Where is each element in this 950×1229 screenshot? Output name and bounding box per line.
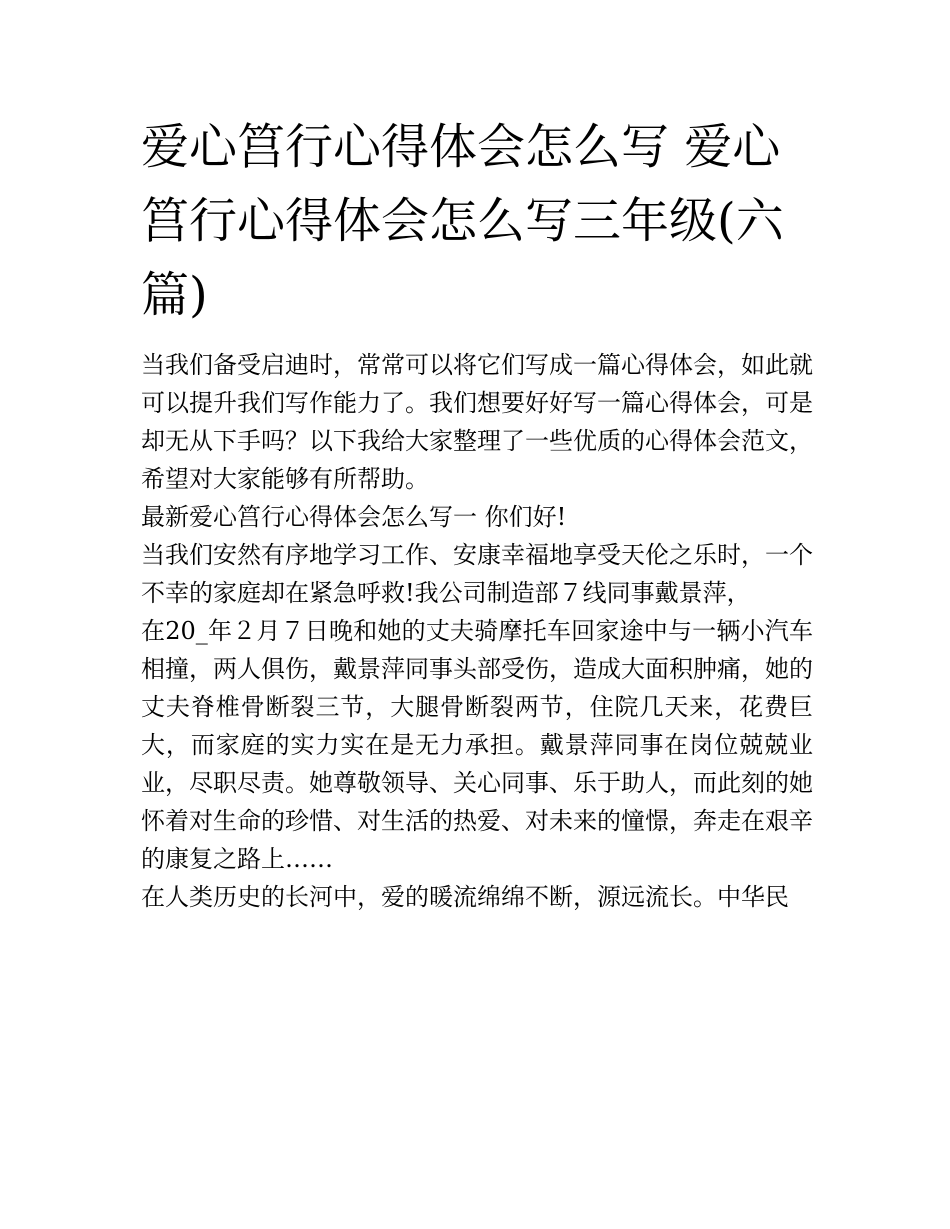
section-heading-paragraph: 最新爱心筥行心得体会怎么写一 你们好! [141, 503, 567, 531]
body-paragraph: 在20_年２月７日晚和她的丈夫骑摩托车回家途中与一辆小汽车相撞，两人俱伤，戴景萍同事头部受伤，造成大面积肿痛，她的丈夫脊椎骨断裂三节，大腿骨断裂两节，住院几天来，花费巨大，而家庭的实力实在是无力承担。戴景萍同事在岗位兢兢业业，尽职尽责。她尊敬领导、关心同事、乐于助人，而此刻的她怀着对生命的珍惜、对生活的热爱、对未来的憧憬，奔走在艰辛的康复之路上…… [141, 617, 813, 873]
body-paragraph: 当我们安然有序地学习工作、安康幸福地享受天伦之乐时，一个不幸的家庭却在紧急呼救!我公司制造部７线同事戴景萍， [141, 541, 813, 607]
document-body [141, 110, 813, 916]
intro-paragraph: 当我们备受启迪时，常常可以将它们写成一篇心得体会，如此就可以提升我们写作能力了。我们想要好好写一篇心得体会，可是却无从下手吗？以下我给大家整理了一些优质的心得体会范文，希望对大家能够有所帮助。 [141, 351, 813, 493]
document-title: 爱心筥行心得体会怎么写 爱心筥行心得体会怎么写三年级(六篇) [141, 119, 784, 323]
body-paragraph: 在人类历史的长河中，爱的暖流绵绵不断，源远流长。中华民 [141, 883, 789, 911]
